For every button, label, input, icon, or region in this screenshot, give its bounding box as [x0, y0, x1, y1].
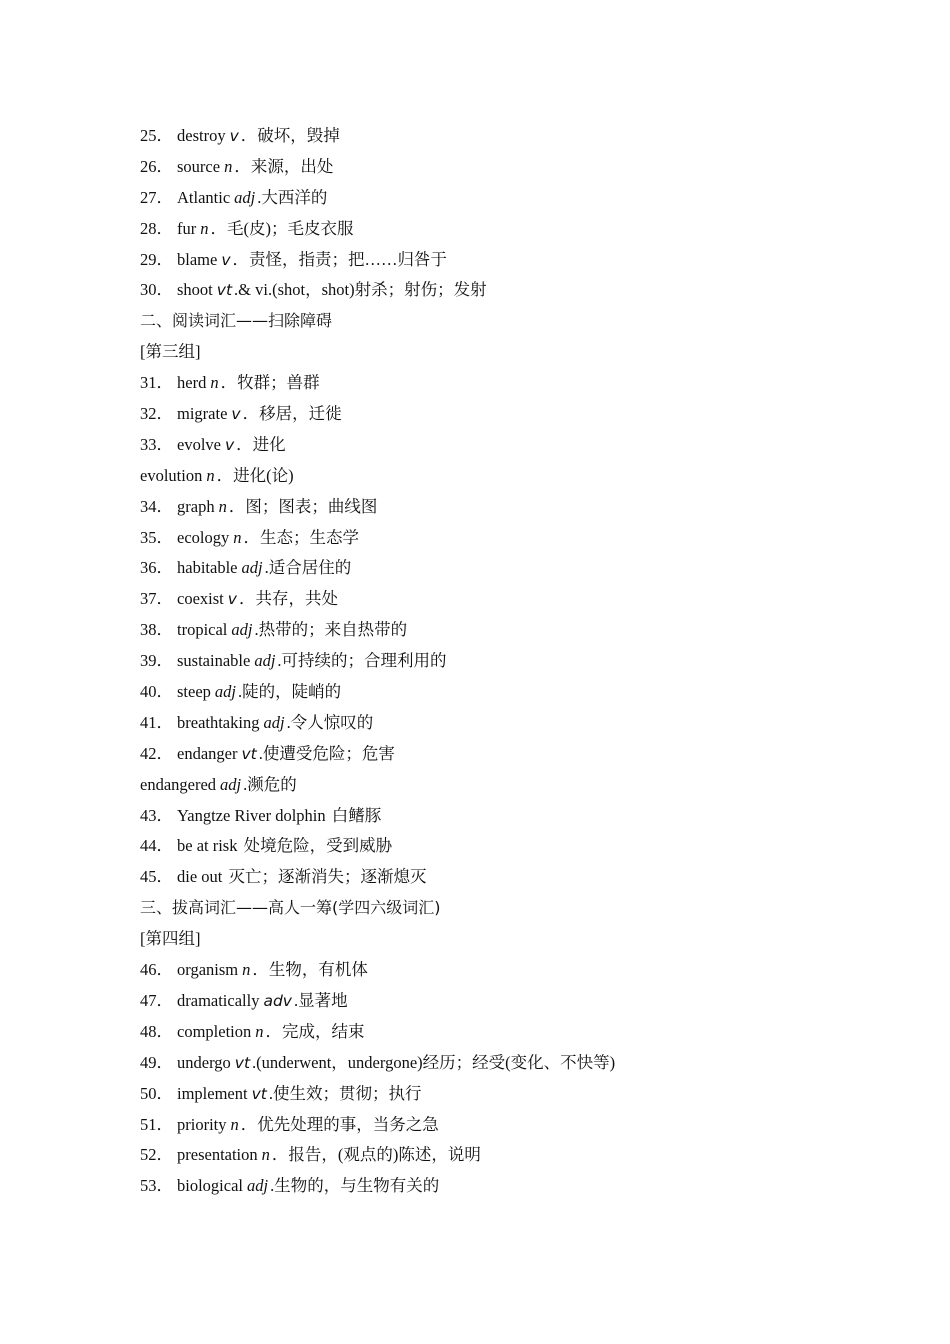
- entry-word: biological: [177, 1176, 243, 1196]
- vocabulary-entry: [140, 862, 900, 893]
- entry-part-of-speech: n: [218, 496, 227, 516]
- entry-definition: ．责怪，指责；把……归咎于: [232, 249, 448, 269]
- entry-word: evolution: [140, 465, 203, 485]
- entry-word: die out: [177, 867, 223, 887]
- entry-word: steep: [177, 682, 211, 702]
- entry-definition: ．毛(皮)；毛皮衣服: [210, 218, 354, 238]
- entry-number: 45．: [140, 867, 173, 887]
- entry-part-of-speech: n: [242, 960, 251, 980]
- vocabulary-entry: [140, 214, 900, 245]
- section-heading: 二、阅读词汇——扫除障碍: [140, 311, 333, 331]
- entry-definition: ．破坏，毁掉: [240, 126, 340, 145]
- vocabulary-entry: [140, 831, 900, 862]
- entry-number: 39．: [140, 651, 173, 671]
- vocabulary-entry: [140, 1140, 900, 1171]
- entry-definition: ．优先处理的事，当务之急: [240, 1114, 439, 1134]
- entry-number: 32．: [140, 404, 173, 424]
- entry-number: 29．: [140, 249, 173, 269]
- entry-definition: .令人惊叹的: [286, 712, 374, 732]
- entry-number: 43．: [140, 805, 173, 825]
- vocabulary-entry: [140, 646, 900, 677]
- vocabulary-entry: [140, 770, 900, 801]
- entry-number: 38．: [140, 620, 173, 640]
- vocabulary-entry: [140, 492, 900, 523]
- entry-definition: ．进化(论): [216, 465, 294, 485]
- vocabulary-entry: [140, 708, 900, 739]
- entry-part-of-speech: n: [230, 1114, 239, 1134]
- entry-part-of-speech: v: [231, 405, 241, 424]
- entry-word: destroy: [177, 126, 226, 145]
- vocabulary-entry: [140, 986, 900, 1017]
- entry-word: breathtaking: [177, 712, 260, 732]
- entry-part-of-speech: vt: [234, 1053, 251, 1072]
- entry-number: 44．: [140, 836, 173, 856]
- entry-number: 33．: [140, 434, 173, 454]
- entry-number: 25．: [140, 126, 173, 145]
- entry-part-of-speech: vt: [251, 1084, 267, 1103]
- entry-number: 37．: [140, 589, 173, 609]
- entry-word: dramatically: [177, 990, 260, 1010]
- vocabulary-entry: [140, 584, 900, 615]
- entry-word: organism: [177, 960, 239, 980]
- entry-part-of-speech: adj: [263, 712, 285, 732]
- entry-definition: ．来源，出处: [234, 156, 334, 176]
- entry-word: coexist: [177, 589, 224, 609]
- vocabulary-entry: [140, 523, 900, 554]
- entry-definition: .显著地: [293, 990, 348, 1010]
- entry-part-of-speech: vt: [241, 744, 257, 763]
- entry-word: Yangtze River dolphin: [177, 805, 326, 825]
- vocabulary-entry: [140, 245, 900, 276]
- vocabulary-entry: [140, 1048, 900, 1079]
- vocabulary-entry: [140, 1017, 900, 1048]
- group-label: [第四组]: [140, 929, 201, 949]
- entry-definition: ．图；图表；曲线图: [228, 496, 378, 516]
- entry-part-of-speech: n: [224, 156, 233, 176]
- entry-definition: 白鳍豚: [327, 805, 382, 825]
- entry-word: endanger: [177, 743, 238, 763]
- vocabulary-entry: [140, 183, 900, 214]
- entry-definition: .生物的，与生物有关的: [270, 1176, 440, 1196]
- entry-part-of-speech: adj: [231, 620, 253, 640]
- entry-part-of-speech: v: [221, 250, 231, 269]
- vocabulary-entry: [140, 677, 900, 708]
- entry-word: evolve: [177, 434, 221, 454]
- vocabulary-entry: [140, 955, 900, 986]
- vocabulary-entry: [140, 615, 900, 646]
- vocabulary-entry: [140, 121, 900, 152]
- entry-word: migrate: [177, 404, 228, 424]
- entry-word: presentation: [177, 1145, 258, 1165]
- entry-definition: .& vi.(shot，shot)射杀；射伤；发射: [234, 280, 487, 300]
- entry-number: 36．: [140, 558, 173, 578]
- entry-part-of-speech: n: [261, 1145, 270, 1165]
- section-heading: 三、拔高词汇——高人一筹(学四六级词汇): [140, 898, 441, 918]
- entry-part-of-speech: v: [229, 127, 239, 145]
- vocabulary-entry: [140, 1171, 900, 1202]
- entry-word: tropical: [177, 620, 228, 640]
- entry-definition: ．完成，结束: [265, 1021, 365, 1041]
- entry-definition: .大西洋的: [257, 187, 328, 207]
- entry-part-of-speech: vt: [216, 281, 233, 300]
- entry-definition: 处境危险，受到威胁: [239, 836, 393, 856]
- entry-part-of-speech: adj: [241, 558, 263, 578]
- entry-definition: .热带的；来自热带的: [254, 620, 408, 640]
- vocabulary-entry: [140, 275, 900, 306]
- entry-part-of-speech: n: [206, 465, 215, 485]
- entry-word: blame: [177, 249, 218, 269]
- entry-number: 26．: [140, 156, 173, 176]
- entry-number: 40．: [140, 682, 173, 702]
- entry-number: 42．: [140, 743, 173, 763]
- entry-definition: ．生物，有机体: [252, 960, 368, 980]
- entry-word: ecology: [177, 527, 230, 547]
- entry-number: 46．: [140, 960, 173, 980]
- entry-part-of-speech: v: [224, 435, 235, 454]
- entry-number: 41．: [140, 712, 173, 732]
- entry-number: 52．: [140, 1145, 173, 1165]
- entry-part-of-speech: adj: [220, 774, 242, 794]
- vocabulary-entry: [140, 461, 900, 492]
- entry-number: 35．: [140, 527, 173, 547]
- entry-number: 31．: [140, 373, 173, 393]
- entry-word: implement: [177, 1083, 248, 1103]
- entry-definition: .(underwent，undergone)经历；经受(变化、不快等): [252, 1052, 616, 1072]
- entry-word: sustainable: [177, 651, 251, 671]
- entry-definition: ．生态；生态学: [243, 527, 359, 547]
- entry-definition: 灭亡；逐渐消失；逐渐熄灭: [224, 867, 427, 887]
- entry-part-of-speech: adv: [263, 991, 292, 1010]
- entry-part-of-speech: n: [255, 1021, 264, 1041]
- entry-definition: ．报告，(观点的)陈述，说明: [271, 1145, 481, 1165]
- entry-part-of-speech: n: [210, 373, 219, 393]
- entry-word: undergo: [177, 1052, 231, 1072]
- entry-definition: .适合居住的: [264, 558, 352, 578]
- entry-word: shoot: [177, 280, 213, 300]
- vocabulary-entry: [140, 399, 900, 430]
- entry-word: be at risk: [177, 836, 238, 856]
- entry-word: source: [177, 156, 221, 176]
- group-label: [第三组]: [140, 342, 201, 362]
- entry-number: 34．: [140, 496, 173, 516]
- entry-number: 53．: [140, 1176, 173, 1196]
- entry-part-of-speech: adj: [214, 682, 236, 702]
- entry-word: Atlantic: [177, 187, 231, 207]
- entry-number: 47．: [140, 990, 173, 1010]
- entry-word: priority: [177, 1114, 227, 1134]
- entry-definition: .可持续的；合理利用的: [277, 651, 447, 671]
- entry-number: 48．: [140, 1021, 173, 1041]
- vocabulary-entry: [140, 739, 900, 770]
- entry-number: 49．: [140, 1052, 173, 1072]
- entry-number: 30．: [140, 280, 173, 300]
- vocabulary-entry: [140, 152, 900, 183]
- entry-part-of-speech: v: [227, 590, 237, 609]
- entry-definition: ．进化: [236, 434, 286, 454]
- entry-definition: ．牧群；兽群: [220, 373, 320, 393]
- vocabulary-entry: [140, 430, 900, 461]
- entry-definition: .使遭受危险；危害: [258, 743, 395, 763]
- entry-number: 50．: [140, 1083, 173, 1103]
- entry-part-of-speech: n: [200, 218, 209, 238]
- entry-word: herd: [177, 373, 207, 393]
- vocabulary-list: [140, 121, 900, 1202]
- vocabulary-entry: [140, 1079, 900, 1110]
- entry-part-of-speech: n: [233, 527, 242, 547]
- entry-definition: .陡的，陡峭的: [238, 682, 342, 702]
- entry-word: endangered: [140, 774, 217, 794]
- entry-definition: .濒危的: [243, 774, 297, 794]
- entry-number: 27．: [140, 187, 173, 207]
- entry-number: 51．: [140, 1114, 173, 1134]
- entry-word: graph: [177, 496, 215, 516]
- entry-definition: .使生效；贯彻；执行: [268, 1083, 422, 1103]
- entry-word: habitable: [177, 558, 238, 578]
- vocabulary-entry: [140, 1110, 900, 1141]
- entry-part-of-speech: adj: [234, 187, 256, 207]
- entry-part-of-speech: adj: [246, 1176, 269, 1196]
- entry-definition: ．移居，迁徙: [242, 404, 342, 424]
- vocabulary-entry: [140, 801, 900, 832]
- entry-definition: ．共存，共处: [238, 589, 338, 609]
- entry-word: fur: [177, 218, 197, 238]
- vocabulary-entry: [140, 553, 900, 584]
- entry-part-of-speech: adj: [254, 651, 276, 671]
- vocabulary-entry: [140, 368, 900, 399]
- entry-word: completion: [177, 1021, 252, 1041]
- entry-number: 28．: [140, 218, 173, 238]
